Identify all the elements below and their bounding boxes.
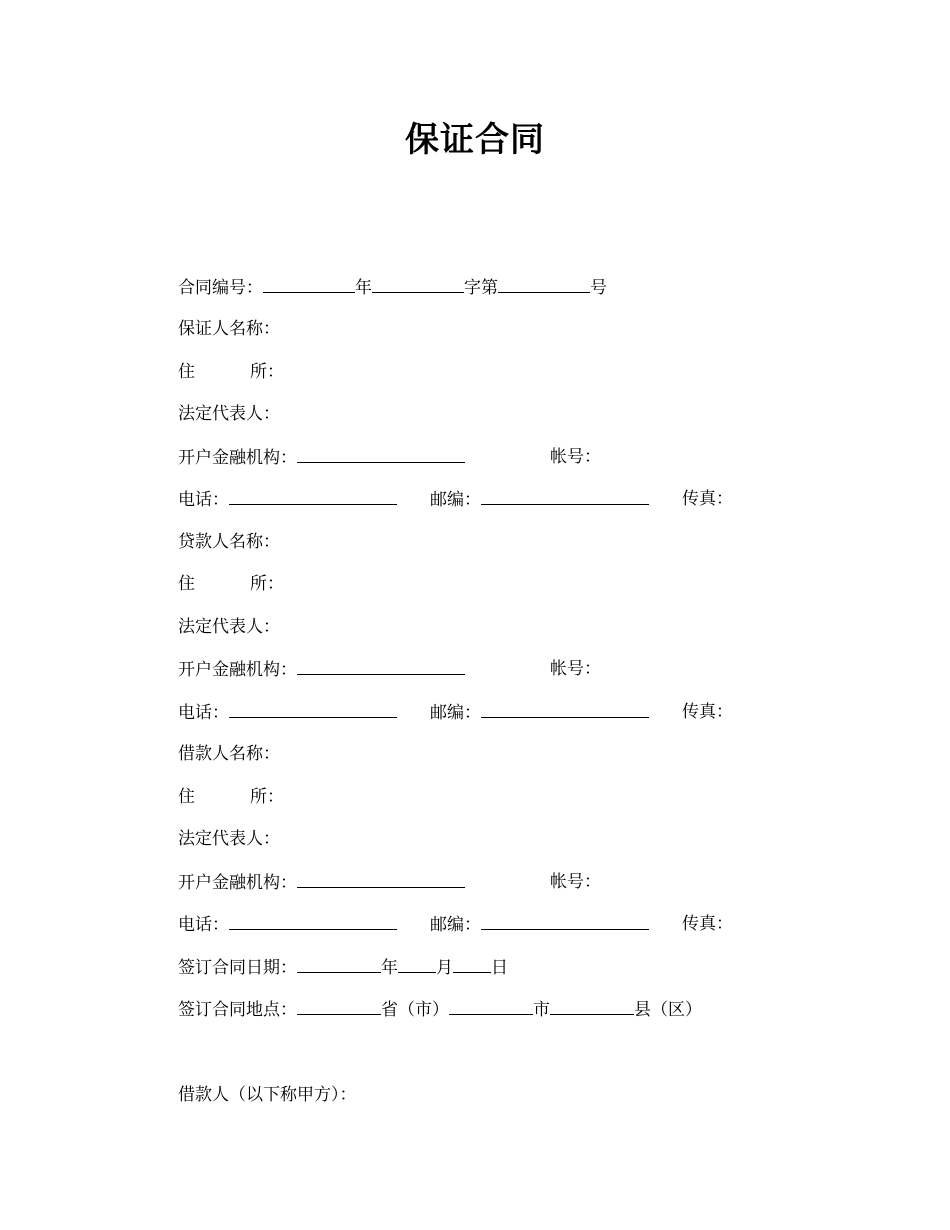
guarantor-phone-label: 电话： xyxy=(178,490,229,510)
contract-number-row xyxy=(178,276,607,299)
sign-month-blank[interactable] xyxy=(398,956,436,973)
lender-fax-label: 传真： xyxy=(682,702,733,722)
guarantor-address-label-2: 所： xyxy=(250,362,284,382)
lender-contact-row xyxy=(178,701,778,724)
guarantor-bank-row xyxy=(178,446,778,469)
contract-hao-text: 号 xyxy=(590,278,607,298)
guarantor-legal-rep-row xyxy=(178,403,280,425)
lender-legal-rep-label: 法定代表人： xyxy=(178,617,280,637)
lender-phone-blank[interactable] xyxy=(229,701,397,718)
guarantor-bank-blank[interactable] xyxy=(297,446,465,463)
guarantor-address-label-1: 住 xyxy=(178,362,195,382)
borrower-phone-blank[interactable] xyxy=(229,913,397,930)
contract-zidi-text: 字第 xyxy=(464,278,498,298)
sign-month-text: 月 xyxy=(436,958,453,978)
lender-address-label-2: 所： xyxy=(250,574,284,594)
guarantor-contact-row xyxy=(178,488,778,511)
guarantor-legal-rep-label: 法定代表人： xyxy=(178,404,280,424)
lender-bank-row xyxy=(178,658,778,681)
borrower-bank-label: 开户金融机构： xyxy=(178,873,297,893)
borrower-address-row xyxy=(178,786,284,808)
lender-bank-label: 开户金融机构： xyxy=(178,660,297,680)
guarantor-fax-label: 传真： xyxy=(682,489,733,509)
lender-postcode-blank[interactable] xyxy=(481,701,649,718)
borrower-account-label: 帐号： xyxy=(550,872,601,892)
borrower-fax-label: 传真： xyxy=(682,914,733,934)
sign-county-text: 县（区） xyxy=(634,1000,702,1020)
contract-number-blank[interactable] xyxy=(498,276,590,293)
sign-province-blank[interactable] xyxy=(297,998,381,1015)
guarantor-phone-blank[interactable] xyxy=(229,488,397,505)
sign-place-label: 签订合同地点： xyxy=(178,1000,297,1020)
guarantor-bank-label: 开户金融机构： xyxy=(178,448,297,468)
borrower-postcode-blank[interactable] xyxy=(481,913,649,930)
document-title: 保证合同 xyxy=(405,120,545,160)
lender-address-label-1: 住 xyxy=(178,574,195,594)
party-a-row xyxy=(178,1084,357,1106)
guarantor-address-row xyxy=(178,361,284,383)
borrower-contact-row xyxy=(178,913,778,936)
lender-address-row xyxy=(178,573,284,595)
sign-day-blank[interactable] xyxy=(453,956,491,973)
borrower-bank-row xyxy=(178,871,778,894)
sign-year-blank[interactable] xyxy=(297,956,381,973)
borrower-bank-blank[interactable] xyxy=(297,871,465,888)
sign-province-text: 省（市） xyxy=(381,1000,449,1020)
lender-bank-blank[interactable] xyxy=(297,658,465,675)
borrower-name-label: 借款人名称： xyxy=(178,744,280,764)
lender-phone-label: 电话： xyxy=(178,703,229,723)
contract-year-blank[interactable] xyxy=(263,276,355,293)
borrower-phone-label: 电话： xyxy=(178,915,229,935)
lender-postcode-label: 邮编： xyxy=(430,703,481,723)
borrower-address-label-1: 住 xyxy=(178,787,195,807)
borrower-legal-rep-row xyxy=(178,828,280,850)
sign-city-text: 市 xyxy=(533,1000,550,1020)
borrower-legal-rep-label: 法定代表人： xyxy=(178,829,280,849)
borrower-name-row xyxy=(178,743,280,765)
sign-county-blank[interactable] xyxy=(550,998,634,1015)
contract-number-label: 合同编号： xyxy=(178,278,263,298)
sign-year-text: 年 xyxy=(381,958,398,978)
sign-day-text: 日 xyxy=(491,958,508,978)
party-a-label: 借款人（以下称甲方）： xyxy=(178,1085,357,1105)
guarantor-name-row xyxy=(178,318,280,340)
lender-name-label: 贷款人名称： xyxy=(178,532,280,552)
contract-year-text: 年 xyxy=(355,278,372,298)
borrower-address-label-2: 所： xyxy=(250,787,284,807)
guarantor-postcode-blank[interactable] xyxy=(481,488,649,505)
sign-city-blank[interactable] xyxy=(449,998,533,1015)
lender-name-row xyxy=(178,531,280,553)
borrower-postcode-label: 邮编： xyxy=(430,915,481,935)
sign-date-label: 签订合同日期： xyxy=(178,958,297,978)
lender-account-label: 帐号： xyxy=(550,659,601,679)
guarantor-account-label: 帐号： xyxy=(550,447,601,467)
guarantor-name-label: 保证人名称： xyxy=(178,319,280,339)
contract-zi-blank[interactable] xyxy=(372,276,464,293)
sign-date-row xyxy=(178,956,508,979)
sign-place-row xyxy=(178,998,702,1021)
guarantor-postcode-label: 邮编： xyxy=(430,490,481,510)
lender-legal-rep-row xyxy=(178,616,280,638)
